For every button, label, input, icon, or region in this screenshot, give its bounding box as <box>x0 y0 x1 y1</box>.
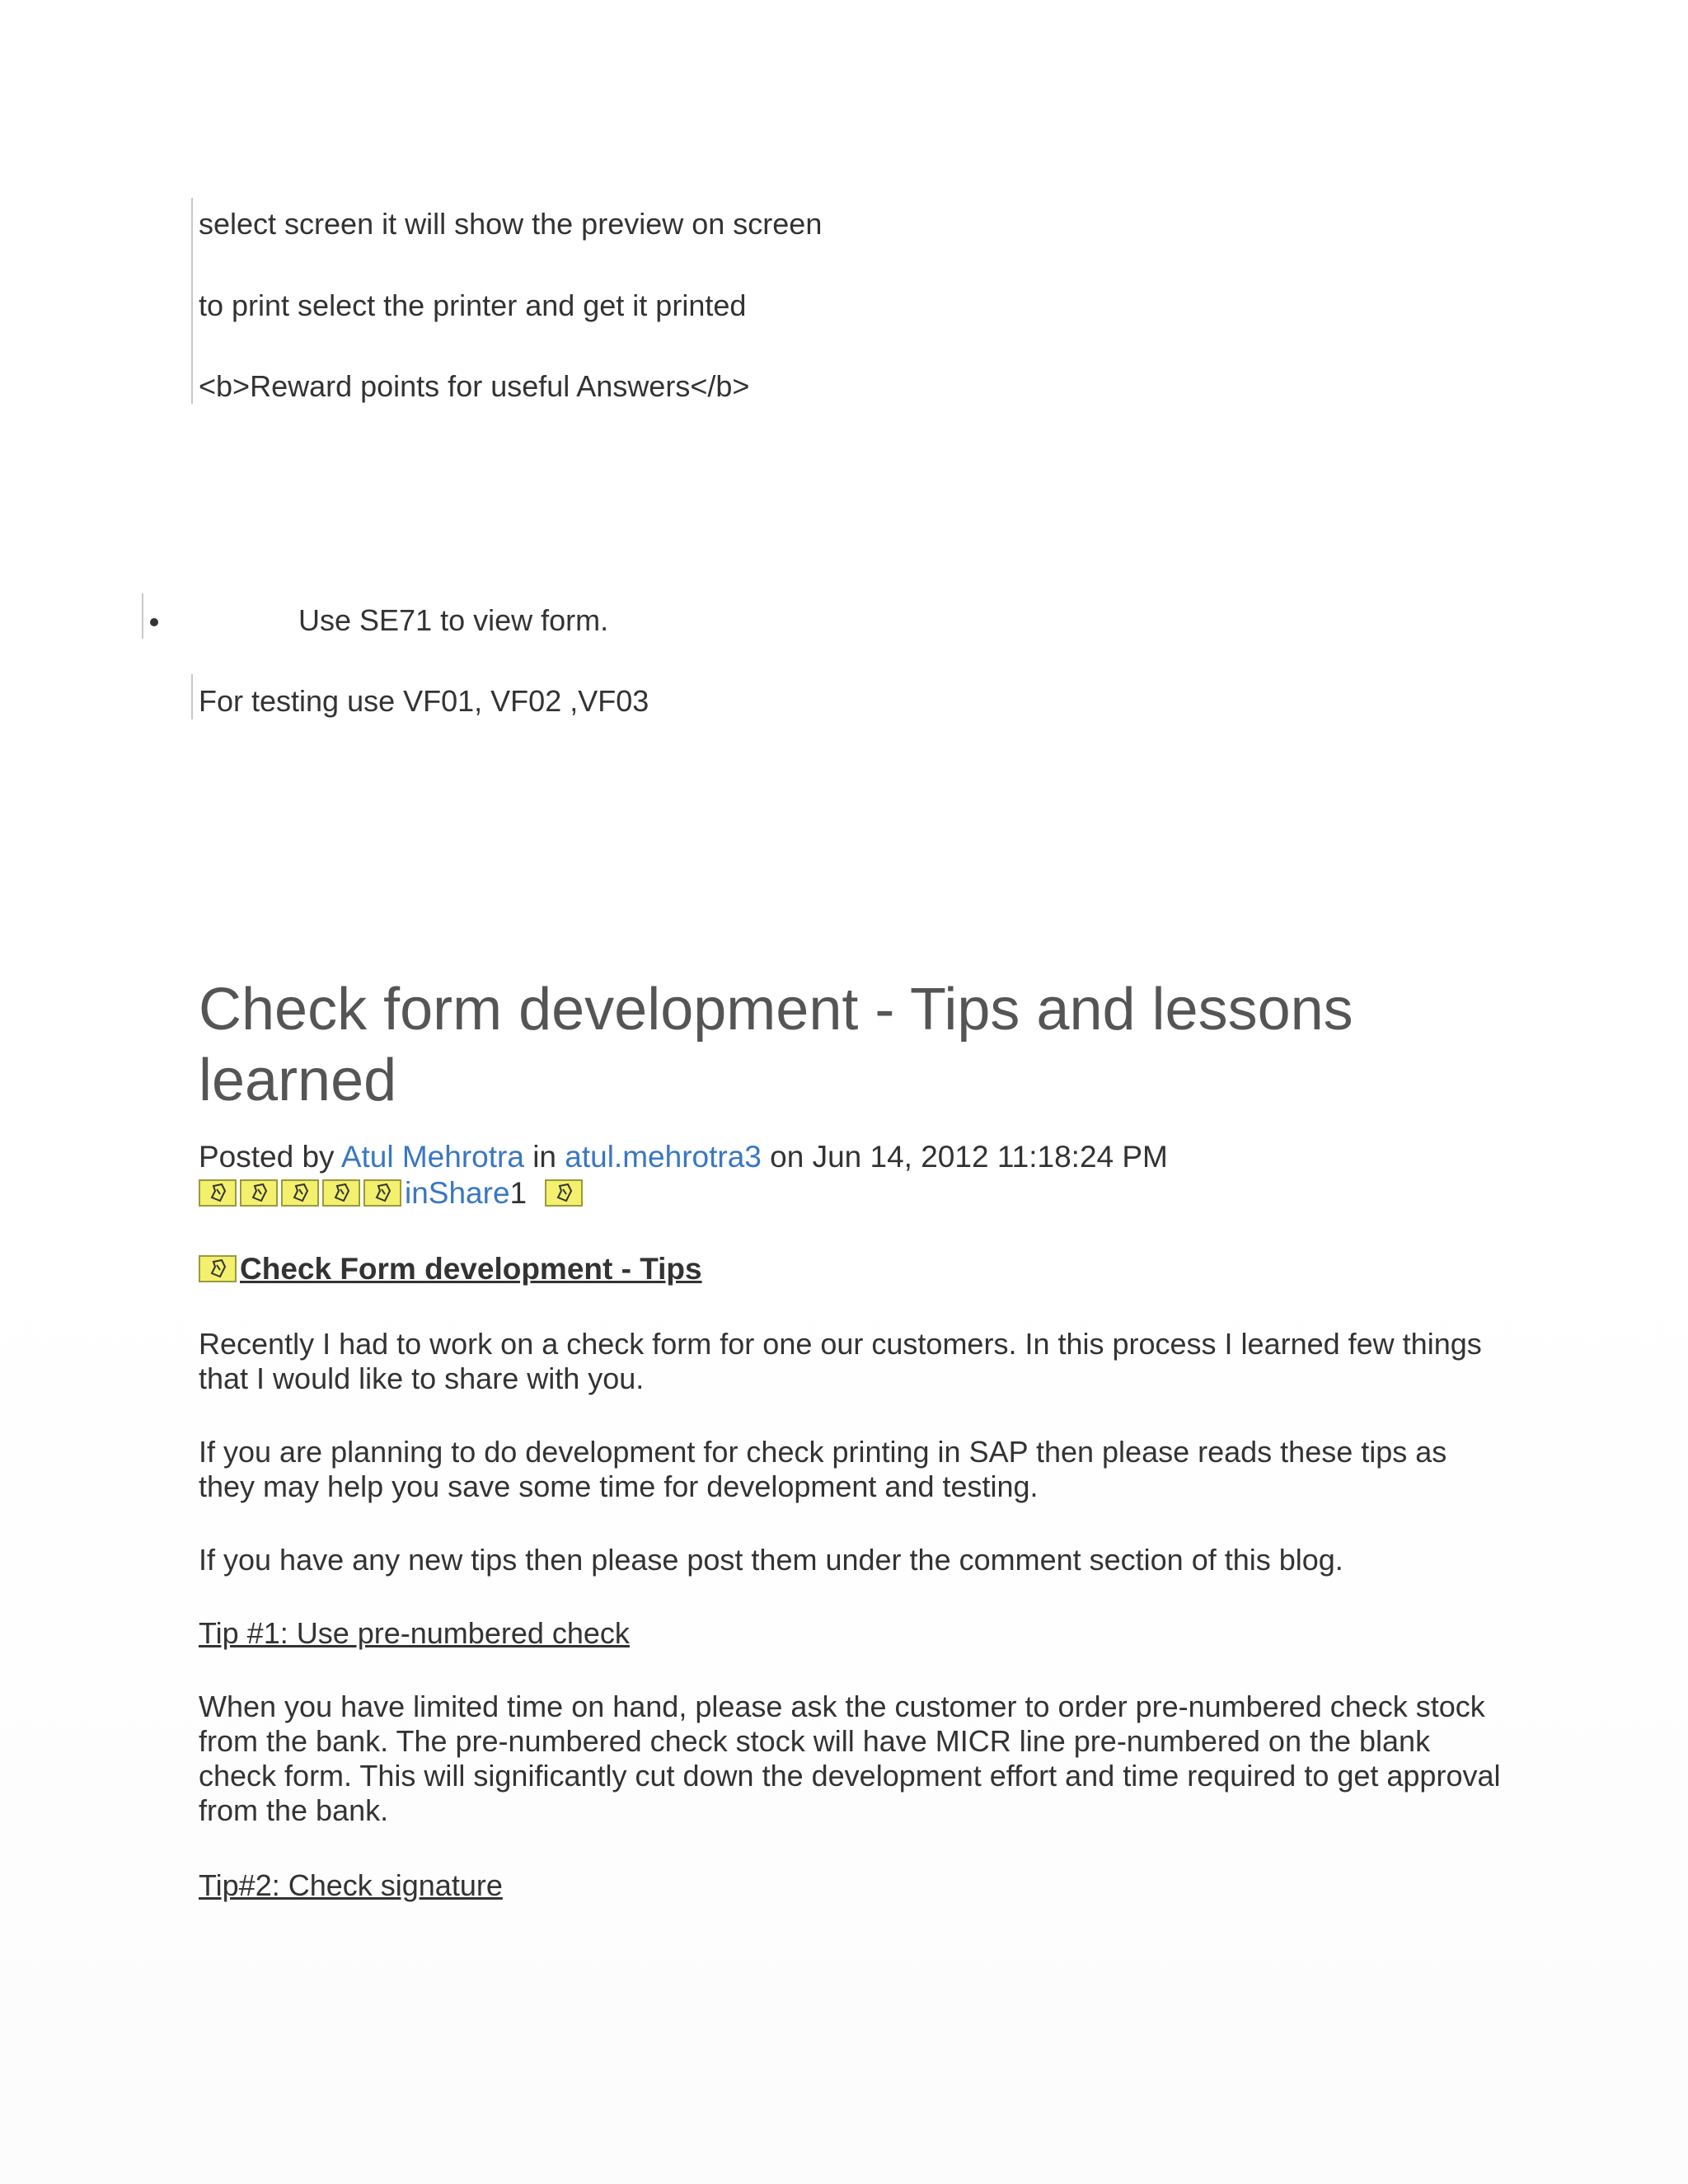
list-item-se71: Use SE71 to view form. <box>298 603 609 637</box>
in-label: in <box>532 1140 556 1174</box>
post-date: on Jun 14, 2012 11:18:24 PM <box>770 1140 1168 1174</box>
tip2-title: Tip#2: Check signature <box>199 1868 503 1902</box>
paragraph-new-tips: If you have any new tips then please post them under the comment section of this blog. <box>199 1543 1343 1577</box>
text-line-preview: select screen it will show the preview on screen <box>199 207 823 241</box>
posted-by-label: Posted by <box>199 1140 335 1174</box>
section-heading-row <box>199 1251 702 1287</box>
post-meta <box>199 1139 1168 1175</box>
paragraph-intro: Recently I had to work on a check form for one our customers. In this process I learned few things that I would like to share with you. <box>199 1327 1482 1395</box>
article-title: Check form development - Tips and lessons learned <box>199 977 1353 1113</box>
linkedin-share-link[interactable]: inShare <box>405 1176 510 1210</box>
bullet-icon <box>150 618 158 626</box>
share-row <box>199 1175 586 1212</box>
quote-bar <box>191 198 193 404</box>
paragraph-planning: If you are planning to do development for check printing in SAP then please reads these tips as they may help you save some time for development and testing. <box>199 1435 1447 1503</box>
tip1-title: Tip #1: Use pre-numbered check <box>199 1616 630 1650</box>
author-link[interactable]: Atul Mehrotra <box>340 1140 524 1174</box>
text-line-testing: For testing use VF01, VF02 ,VF03 <box>199 684 649 718</box>
quote-bar <box>142 593 143 639</box>
text-line-print: to print select the printer and get it printed <box>199 288 747 322</box>
quote-bar <box>191 674 193 719</box>
broken-image-icon[interactable] <box>322 1179 360 1207</box>
broken-image-icon[interactable] <box>281 1179 319 1207</box>
broken-image-icon[interactable] <box>363 1179 401 1207</box>
broken-image-icon[interactable] <box>240 1179 278 1207</box>
section-heading: Check Form development - Tips <box>240 1252 702 1286</box>
broken-image-icon[interactable] <box>545 1179 583 1207</box>
share-count: 1 <box>509 1176 528 1210</box>
broken-image-icon <box>199 1255 237 1282</box>
broken-image-icon[interactable] <box>199 1179 237 1207</box>
tip1-body: When you have limited time on hand, please ask the customer to order pre-numbered check stock from the bank. The pre-numbered check stock will have MICR line pre-numbered on the blank check form. This will significantly cut down the development effort and time required to get approval from the bank. <box>199 1690 1501 1827</box>
blog-link[interactable]: atul.mehrotra3 <box>565 1140 762 1174</box>
text-line-reward: <b>Reward points for useful Answers</b> <box>199 369 750 403</box>
